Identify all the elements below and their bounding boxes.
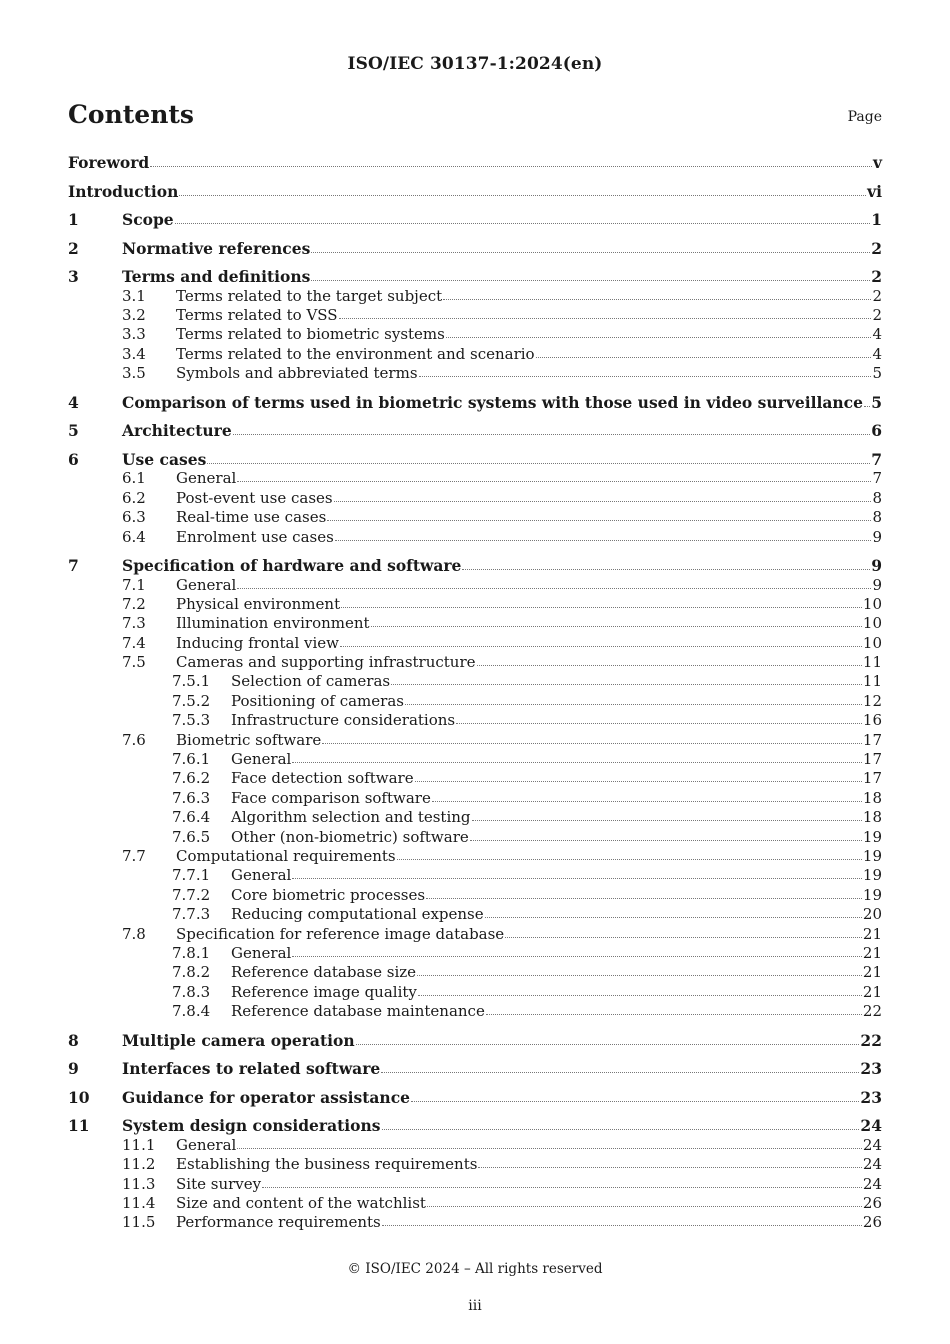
toc-entry[interactable] [68,1002,882,1021]
toc-entry-page: 6 [871,421,882,441]
toc-entry-title: Terms and definitions [122,267,311,287]
toc-entry[interactable] [68,345,882,364]
dot-leader [397,858,862,860]
toc-entry-number: 8 [68,1030,79,1050]
toc-entry[interactable] [68,528,882,547]
toc-entry-page: 5 [871,392,882,412]
toc-entry-number: 7.5 [122,653,146,672]
toc-entry-title: Face detection software [231,769,414,788]
toc-entry-number: 7.7.1 [172,866,211,885]
toc-entry-number: 7.6.2 [172,769,211,788]
toc-entry-page: 24 [862,1174,882,1193]
dot-leader [505,936,862,938]
toc-entry-number: 7.2 [122,594,146,613]
toc-entry-page: 24 [862,1135,882,1154]
toc-entry[interactable] [68,886,882,905]
page-title: Contents [68,100,195,129]
toc-entry-title: System design considerations [122,1116,381,1136]
toc-entry-title: Site survey [176,1174,262,1193]
toc-entry-title: Biometric software [176,730,322,749]
toc-entry-number: 3 [68,267,79,287]
toc-entry-number: 7 [68,556,79,576]
toc-entry[interactable] [68,239,882,258]
toc-entry[interactable] [68,556,882,575]
dot-leader [237,480,871,482]
toc-entry-title: Infrastructure considerations [231,711,456,730]
toc-entry-number: 3.5 [122,364,146,383]
toc-entry-page: 21 [862,982,882,1001]
page-column-label: Page [847,109,882,125]
toc-entry-title: General [176,469,237,488]
dot-leader [418,994,862,996]
toc-entry[interactable] [68,306,882,325]
toc-entry[interactable] [68,450,882,469]
toc-entry-title: Computational requirements [176,847,396,865]
toc-entry-title: Establishing the business requirements [176,1155,478,1174]
toc-entry[interactable] [68,267,882,286]
toc-entry-title: General [231,866,292,885]
dot-leader [334,500,872,502]
toc-entry-title: Interfaces to related software [122,1059,381,1079]
toc-entry-title: General [176,575,237,594]
dot-leader [335,539,872,541]
toc-entry-number: 7.5.3 [172,711,211,730]
toc-entry-number: 7.7.3 [172,905,211,924]
toc-entry[interactable] [68,210,882,229]
toc-entry-number: 7.3 [122,614,146,633]
dot-leader [470,839,862,841]
toc-entry-page: v [872,153,882,172]
toc-entry-number: 7.8.4 [172,1002,211,1021]
dot-leader [443,298,871,300]
toc-entry-page: 19 [862,866,882,885]
toc-entry[interactable] [68,789,882,808]
dot-leader [179,194,866,196]
toc-entry[interactable] [68,1213,882,1232]
toc-entry-title: Post-event use cases [176,488,333,507]
toc-entry-title: Selection of cameras [231,672,391,691]
dot-leader [478,1166,861,1168]
toc-entry-number: 7.5.2 [172,691,211,710]
dot-leader [417,974,862,976]
dot-leader [382,1128,860,1130]
toc-entry-page: 10 [862,633,882,652]
toc-entry-page: 9 [872,575,882,594]
toc-entry-page: 4 [872,344,882,363]
toc-entry-page: 17 [862,730,882,749]
dot-leader [339,317,872,319]
toc-entry-number: 3.2 [122,306,146,325]
toc-entry-title: Illumination environment [176,614,370,633]
dot-leader [237,587,871,589]
dot-leader [427,1205,862,1207]
dot-leader [237,1147,862,1149]
toc-entry-title: General [231,943,292,962]
toc-entry-title: Other (non-biometric) software [231,827,469,846]
toc-entry[interactable] [68,1136,882,1155]
dot-leader [340,645,862,647]
toc-entry[interactable] [68,469,882,488]
dot-leader [536,356,872,358]
toc-entry-number: 1 [68,210,79,230]
toc-entry-page: 2 [871,267,882,287]
toc-entry-page: 1 [871,210,882,230]
toc-entry-title: Core biometric processes [231,885,426,904]
toc-entry-page: 21 [862,963,882,982]
toc-entry-page: vi [867,181,882,201]
toc-entry[interactable] [68,983,882,1002]
dot-leader [292,955,862,957]
toc-entry[interactable] [68,944,882,963]
toc-entry-page: 19 [862,827,882,846]
toc-entry-title: Architecture [122,421,232,441]
toc-entry-number: 6.4 [122,527,146,546]
toc-entry-number: 7.4 [122,633,146,652]
copyright-footer: © ISO/IEC 2024 – All rights reserved [347,1261,603,1277]
toc-entry-number: 7.6.4 [172,808,211,827]
toc-entry[interactable] [68,364,882,383]
toc-entry-title: Reference database maintenance [231,1002,485,1021]
dot-leader [411,1100,859,1102]
toc-entry-title: Comparison of terms used in biometric systems with those used in video surveillance [122,392,863,412]
toc-entry-title: Terms related to the target subject [176,286,443,305]
dot-leader [446,336,872,338]
dot-leader [426,897,862,899]
dot-leader [391,683,862,685]
dot-leader [341,606,862,608]
toc-entry-page: 11 [862,672,882,691]
dot-leader [415,780,862,782]
dot-leader [419,375,872,377]
toc-entry[interactable] [68,1088,882,1107]
toc-entry[interactable] [68,1031,882,1050]
toc-entry-page: 8 [872,508,882,527]
toc-entry[interactable] [68,905,882,924]
dot-leader [864,405,870,407]
toc-entry-title: Face comparison software [231,788,431,807]
toc-entry-number: 9 [68,1059,79,1079]
toc-entry-title: Reference database size [231,963,417,982]
toc-entry-title: General [176,1135,237,1154]
toc-entry-number: 5 [68,421,79,441]
toc-entry-number: 7.5.1 [172,672,211,691]
toc-entry-page: 17 [862,769,882,788]
toc-entry-page: 22 [860,1030,882,1050]
toc-entry-page: 11 [862,653,882,672]
toc-entry-number: 7.8.1 [172,943,211,962]
toc-entry-page: 12 [862,691,882,710]
toc-entry-number: 3.1 [122,286,146,305]
toc-entry[interactable] [68,1116,882,1135]
toc-entry-page: 2 [872,306,882,325]
toc-entry-title: Algorithm selection and testing [231,808,471,827]
toc-entry[interactable] [68,634,882,653]
toc-entry[interactable] [68,672,882,691]
toc-entry-page: 21 [862,943,882,962]
toc-entry[interactable] [68,963,882,982]
toc-entry[interactable] [68,653,882,672]
toc-entry[interactable] [68,153,882,172]
toc-entry-number: 11 [68,1116,90,1136]
toc-entry[interactable] [68,325,882,344]
toc-entry-number: 11.4 [122,1194,156,1212]
dot-leader [150,165,872,167]
toc-entry[interactable] [68,1155,882,1174]
toc-entry-page: 24 [860,1116,882,1136]
toc-entry-title: Use cases [122,450,207,469]
toc-entry[interactable] [68,182,882,201]
toc-entry-title: Terms related to biometric systems [176,325,445,344]
dot-leader [485,916,862,918]
toc-entry-page: 2 [872,286,882,305]
dot-leader [292,761,862,763]
toc-entry-number: 7.6.5 [172,827,211,846]
toc-entry-page: 16 [862,711,882,730]
toc-entry-title: Physical environment [176,594,341,613]
dot-leader [462,568,870,570]
toc-entry-title: Introduction [68,181,179,201]
toc-entry-number: 6.2 [122,488,146,507]
toc-entry-title: Cameras and supporting infrastructure [176,653,476,672]
toc-entry-number: 11.2 [122,1155,156,1174]
dot-leader [175,222,871,224]
toc-entry-title: Inducing frontal view [176,633,340,652]
toc-entry[interactable] [68,711,882,730]
toc-entry-number: 7.8.3 [172,982,211,1001]
toc-entry-page: 7 [872,469,882,488]
title-row [68,100,882,132]
dot-leader [207,462,870,464]
toc-entry[interactable] [68,595,882,614]
toc-entry-page: 18 [862,808,882,827]
dot-leader [486,1013,862,1015]
toc-entry[interactable] [68,614,882,633]
dot-leader [477,664,862,666]
toc-entry-number: 7.8.2 [172,963,211,982]
toc-entry[interactable] [68,866,882,885]
toc-entry-page: 22 [862,1002,882,1021]
toc-entry-page: 9 [871,556,882,576]
dot-leader [233,433,870,435]
toc-entry-number: 7.7.2 [172,885,211,904]
toc-entry-title: Terms related to VSS [176,306,338,325]
toc-entry-number: 11.5 [122,1213,156,1232]
toc-entry-page: 20 [862,905,882,924]
dot-leader [356,1043,860,1045]
toc-entry-page: 19 [862,847,882,865]
toc-entry-number: 7.1 [122,575,146,594]
toc-entry-page: 18 [862,788,882,807]
toc-entry-number: 6 [68,450,79,469]
toc-entry[interactable] [68,421,882,440]
toc-entry-page: 26 [862,1213,882,1232]
dot-leader [432,800,862,802]
toc-entry-number: 7.6.3 [172,788,211,807]
toc-entry-title: Reference image quality [231,982,417,1001]
toc-entry-page: 4 [872,325,882,344]
toc-entry[interactable] [68,925,882,944]
toc-entry-title: Enrolment use cases [176,527,334,546]
toc-entry-page: 10 [862,614,882,633]
dot-leader [322,742,862,744]
toc-entry-title: Specification for reference image database [176,924,505,943]
toc-entry[interactable] [68,393,882,412]
toc-entry-title: Foreword [68,153,150,172]
dot-leader [382,1224,862,1226]
toc-entry[interactable] [68,508,882,527]
toc-entry-title: Specification of hardware and software [122,556,462,576]
toc-entry-page: 10 [862,594,882,613]
toc-entry-title: Size and content of the watchlist [176,1194,426,1212]
toc-entry-title: Performance requirements [176,1213,381,1232]
toc-entry-number: 2 [68,238,79,258]
toc-entry-title: Positioning of cameras [231,691,404,710]
toc-entry-page: 5 [872,364,882,383]
toc-entry[interactable] [68,489,882,508]
toc-entry[interactable] [68,769,882,788]
toc-entry-page: 17 [862,750,882,769]
toc-entry-page: 24 [862,1155,882,1174]
document-header: ISO/IEC 30137-1:2024(en) [347,54,603,74]
toc-entry-page: 26 [862,1194,882,1212]
toc-entry-page: 7 [871,450,882,469]
toc-entry-page: 9 [872,527,882,546]
toc-entry-page: 21 [862,924,882,943]
toc-entry-number: 6.3 [122,508,146,527]
dot-leader [405,703,862,705]
toc-entry-number: 11.1 [122,1135,156,1154]
toc-entry-title: Real-time use cases [176,508,327,527]
dot-leader [327,519,871,521]
dot-leader [292,877,862,879]
toc-entry-number: 6.1 [122,469,146,488]
toc-entry-number: 7.8 [122,924,146,943]
toc-entry-number: 3.3 [122,325,146,344]
toc-entry-page: 19 [862,885,882,904]
toc-entry[interactable] [68,1059,882,1078]
toc-entry-title: Guidance for operator assistance [122,1087,410,1107]
toc-entry-number: 3.4 [122,344,146,363]
toc-entry[interactable] [68,731,882,750]
toc-entry[interactable] [68,750,882,769]
toc-entry[interactable] [68,692,882,711]
toc-entry[interactable] [68,1194,882,1213]
dot-leader [311,279,870,281]
dot-leader [381,1071,859,1073]
toc-entry-number: 7.6.1 [172,750,211,769]
toc-entry-number: 10 [68,1087,90,1107]
toc-entry-title: Scope [122,210,174,230]
toc-entry-page: 23 [860,1059,882,1079]
toc-entry-title: General [231,750,292,769]
dot-leader [472,819,862,821]
toc-entry-number: 4 [68,392,79,412]
toc-entry-page: 2 [871,238,882,258]
toc-entry-page: 23 [860,1087,882,1107]
toc-entry-number: 11.3 [122,1174,156,1193]
toc-entry[interactable] [68,287,882,306]
toc-entry-page: 8 [872,488,882,507]
dot-leader [456,722,862,724]
toc-entry-title: Multiple camera operation [122,1030,355,1050]
toc-entry[interactable] [68,808,882,827]
page-number: iii [468,1298,482,1314]
dot-leader [262,1186,862,1188]
toc-entry[interactable] [68,1175,882,1194]
table-of-contents [68,153,882,1233]
toc-entry-title: Normative references [122,238,311,258]
toc-entry-title: Reducing computational expense [231,905,484,924]
toc-entry[interactable] [68,828,882,847]
toc-entry-title: Symbols and abbreviated terms [176,364,418,383]
toc-entry-number: 7.7 [122,847,146,865]
toc-entry[interactable] [68,576,882,595]
dot-leader [371,625,862,627]
dot-leader [311,251,870,253]
toc-entry[interactable] [68,847,882,866]
toc-entry-title: Terms related to the environment and scenario [176,344,535,363]
toc-entry-number: 7.6 [122,730,146,749]
